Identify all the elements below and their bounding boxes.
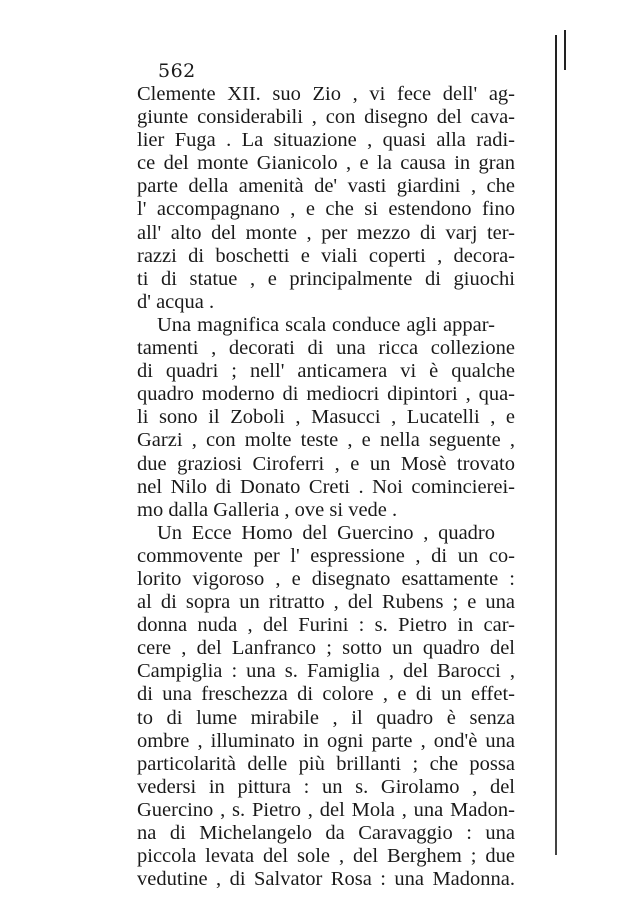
text-line: Un Ecce Homo del Guercino , quadro xyxy=(157,521,495,544)
text-line: piccola levata del sole , del Berghem ; due xyxy=(137,845,515,868)
text-line: vedutine , di Salvator Rosa : una Madonna. xyxy=(137,868,515,891)
text-line: cere , del Lanfranco ; sotto un quadro del xyxy=(137,637,515,660)
text-line: l' accompagnano , e che si estendono fino xyxy=(137,198,515,221)
text-line: Clemente XII. suo Zio , vi fece dell' ag- xyxy=(137,83,515,105)
text-line: Campiglia : una s. Famiglia , del Barocci , xyxy=(137,660,515,683)
text-line: lier Fuga . La situazione , quasi alla radi- xyxy=(137,129,515,152)
text-line: tamenti , decorati di una ricca collezione xyxy=(137,337,515,360)
text-line: parte della amenità de' vasti giardini , che xyxy=(137,175,515,198)
text-line: quadro moderno di mediocri dipintori , qua- xyxy=(137,383,515,406)
text-line: ce del monte Gianicolo , e la causa in gran xyxy=(137,152,515,175)
text-line: lorito vigoroso , e disegnato esattamente : xyxy=(137,567,515,590)
text-line: ti di statue , e principalmente di giuochi xyxy=(137,267,515,290)
page-edge-line xyxy=(555,35,557,855)
text-line: ombre , illuminato in ogni parte , ond'è una xyxy=(137,729,515,752)
text-line: li sono il Zoboli , Masucci , Lucatelli , e xyxy=(137,406,515,429)
text-line: all' alto del monte , per mezzo di varj ter- xyxy=(137,221,515,244)
text-line: due graziosi Ciroferri , e un Mosè trovato xyxy=(137,452,515,475)
text-line: al di sopra un ritratto , del Rubens ; e una xyxy=(137,591,515,614)
text-line: mo dalla Galleria , ove si vede . xyxy=(137,498,398,521)
page-number: 562 xyxy=(158,60,196,82)
text-line: Garzi , con molte teste , e nella seguente , xyxy=(137,429,515,452)
text-line: di quadri ; nell' anticamera vi è qualche xyxy=(137,360,515,383)
text-line: Guercino , s. Pietro , del Mola , una Madon- xyxy=(137,798,515,821)
text-line: particolarità delle più brillanti ; che possa xyxy=(137,752,515,775)
text-line: razzi di boschetti e viali coperti , decora- xyxy=(137,244,515,267)
text-line: giunte considerabili , con disegno del cava- xyxy=(137,106,515,129)
text-line: vedersi in pittura : un s. Girolamo , del xyxy=(137,775,515,798)
text-line: na di Michelangelo da Caravaggio : una xyxy=(137,822,515,844)
text-line: donna nuda , del Furini : s. Pietro in car- xyxy=(137,614,515,637)
text-line: nel Nilo di Donato Creti . Noi comincierei- xyxy=(137,475,515,498)
text-line: di una freschezza di colore , e di un effet- xyxy=(137,683,515,706)
body-text xyxy=(137,83,515,891)
text-line: d' acqua . xyxy=(137,290,215,313)
page-edge-mark xyxy=(564,30,566,70)
text-line: Una magnifica scala conduce agli appar- xyxy=(157,313,495,336)
text-line: commovente per l' espressione , di un co- xyxy=(137,544,515,567)
text-line: to di lume mirabile , il quadro è senza xyxy=(137,706,515,729)
